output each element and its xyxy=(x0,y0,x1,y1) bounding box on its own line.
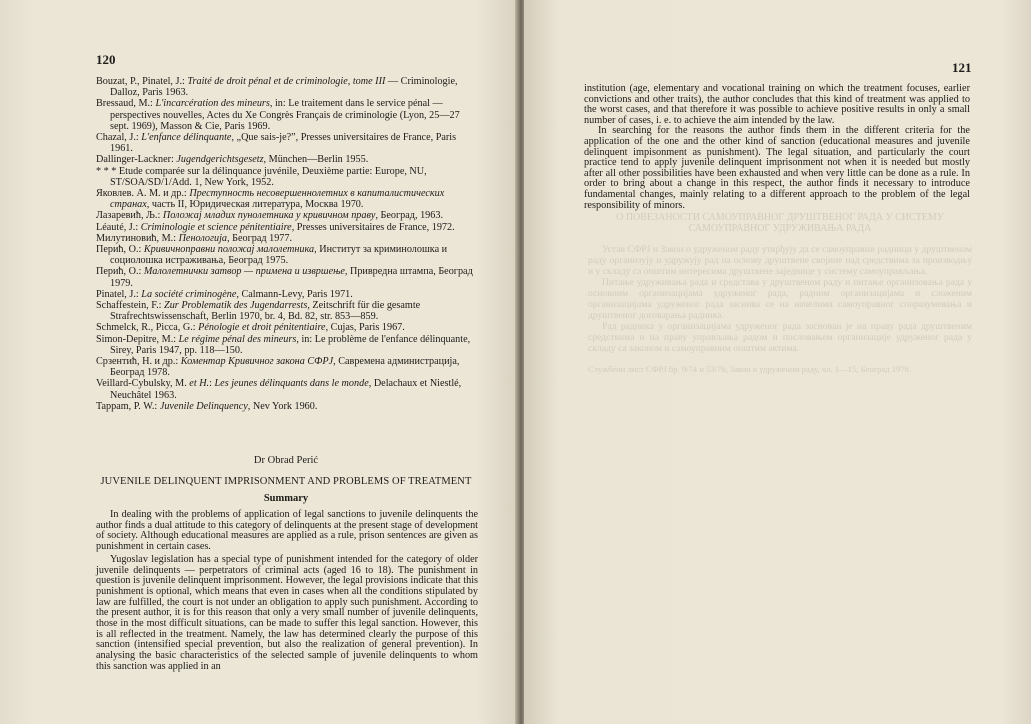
bibliography-entry: Срзентић, Н. и др.: Коментар Кривичног закона СФРЈ, Савремена администрација, Београд 1978. xyxy=(96,356,460,379)
bibliography-entry: Léauté, J.: Criminologie et science pénitentiaire, Presses universitaires de France, 1972. xyxy=(96,221,455,233)
right-page-number: 121 xyxy=(952,60,972,75)
author-name: Dr Obrad Perić xyxy=(253,455,319,466)
bibliography-entry: Pinatel, J.: La société criminogène, Calmann-Levy, Paris 1971. xyxy=(96,288,353,300)
bibliography-entry: Милутиновић, М.: Пенологија, Београд 1977. xyxy=(96,232,293,244)
bibliography-entry: Перић, О.: Кривичноправни положај малолетника, Институт за криминолошка и социолошка истраживања, Београд 1975. xyxy=(96,244,448,267)
show-through-footnote: Службени лист СФРЈ бр. 9/74 и 53/76, Закон о удруженом раду, чл. 1—15, Београд 1976. xyxy=(588,364,912,374)
bibliography-entry: Яковлев. А. М. и др.: Преступность несовершеннолетних в капиталистических странах, часть II, Юридическая литература, Москва 1970. xyxy=(96,188,445,211)
bibliography-entry: Dallinger-Lackner: Jugendgerichtsgesetz, München—Berlin 1955. xyxy=(96,154,369,166)
bibliography-entry: Перић, О.: Малолетнички затвор — примена и извршење, Привредна штампа, Београд 1979. xyxy=(96,266,473,289)
bibliography-entry: Лазаревић, Љ.: Положај младих пунолетника у кривичном праву, Београд, 1963. xyxy=(96,210,443,222)
summary-paragraph: Yugoslav legislation has a special type of punishment intended for the category of older juvenile delinquents — perpetrators of criminal acts (aged 16 to 18). The punishment in question is juvenile delinquent imprisonment. However, the legal provisions indicate that this punishment is optional, which means that even in cases when all the conditions stipulated by law are fulfilled, the court is not under an obligation to apply such punishment. According to the present author, it is for this reason that only a very small number of juvenile delinquents, those in the most difficult situations, can be made to suffer this legal sanction. However, this is all reflected in the treatment. Namely, the law has determined clearly the purpose of this sanction (intensified special prevention, but also the realization of general prevention). In analysing the basic characteristics of the selected sample of juvenile delinquents to whom this sanction was applied in an xyxy=(96,553,478,672)
bibliography-entry: Chazal, J.: L'enfance délinquante, „Que sais-je?”, Presses universitaires de France, Paris 1961. xyxy=(96,132,457,155)
show-through-paragraph: Рад радника у организацијама удруженог рада заснован је на праву рада друштвеним средствима и на праву управљања радом и пословањем организације удруженог рада у складу са законом и самоуправним општим актима. xyxy=(588,321,972,354)
bibliography-entry: Simon-Depitre, M.: Le régime pénal des mineurs, in: Le problème de l'enfance délinquante, Sirey, Paris 1947, pp. 118—150. xyxy=(96,333,471,356)
body-paragraph: institution (age, elementary and vocational training on which the treatment focuses, earlier convictions and other traits), the author concludes that this kind of treatment was applied to the worst cases, and that therefore it was possible to achieve positive results in only a small number of cases, i. e. to achieve the aim intended by the law. xyxy=(584,83,970,126)
bibliography-list xyxy=(96,76,476,412)
summary-paragraph: In dealing with the problems of application of legal sanctions to juvenile delinquents the author finds a dual attitude to this category of delinquents at the present stage of development of society. Although educational measures are applied as a rule, prison sentences are given as punishment in certain cases. xyxy=(96,509,478,553)
show-through-text xyxy=(588,212,972,374)
show-through-heading: О ПОВЕЗАНОСТИ САМОУПРАВНОГ ДРУШТВЕНОГ РАДА У СИСТЕМУ САМОУПРАВНОГ УДРУЖИВАЊА РАДА xyxy=(616,212,944,234)
right-page xyxy=(524,0,1031,724)
bibliography-entry: Bouzat, P., Pinatel, J.: Traité de droit pénal et de criminologie, tome III — Criminologie, Dalloz, Paris 1963. xyxy=(96,76,458,99)
left-page-number: 120 xyxy=(96,52,116,67)
summary-heading: Summary xyxy=(263,493,309,504)
bibliography-entry: Tappam, P. W.: Juvenile Delinquency, Nev York 1960. xyxy=(96,400,318,412)
summary-body xyxy=(96,510,478,675)
bibliography-entry: Schmelck, R., Picca, G.: Pénologie et droit pénitentiaire, Cujas, Paris 1967. xyxy=(96,322,405,334)
article-title: JUVENILE DELINQUENT IMPRISONMENT AND PROBLEMS OF TREATMENT xyxy=(100,476,472,487)
continued-summary xyxy=(584,84,970,211)
bibliography-entry: Schaffestein, F.: Zur Problematik des Jugendarrests, Zeitschrift für die gesamte Strafrechtswissenschaft, Berlin 1970, br. 4, Bd. 82, str. 853—859. xyxy=(96,300,421,323)
show-through-paragraph: Питање удруживања рада и средстава у друштвеном раду и питање организовања рада у основним организацијама удруженог рада, радним организацијама и сложеним организацијама удруженог рада заснива се на начелима самоуправног споразумевања и друштвеног договарања радника. xyxy=(588,277,972,321)
show-through-paragraph: Устав СФРЈ и Закон о удруженом раду утврђују да се самоуправни радници у друштвеном раду организују и удружују рад на основу друштвене својине над средствима за производњу и у складу са општим интересима друштвене заједнице у систему самоуправљања. xyxy=(588,244,972,277)
body-paragraph: In searching for the reasons the author finds them in the different criteria for the application of the one and the other kind of sanction (educational measures and juvenile delinquent impisonment as punishment). The legal situation, and particularly the court practice tend to apply juvenile delinquent imprisonment not when it is needed but mostly after all other possibilities have been exhausted and when very little can be done as a rule. In order to bring about a change in this respect, the author finds it necessary to introduce fundamental changes, mainly relating to a different approach to the problem of the legal responsibility of minors. xyxy=(584,125,970,211)
bibliography-entry: * * * Etude comparée sur la délinquance juvénile, Deuxième partie: Europe, NU, ST/SOA/SD/1/Add. 1, New York, 1952. xyxy=(96,165,427,188)
bibliography-entry: Veillard-Cybulsky, M. et H.: Les jeunes délinquants dans le monde, Delachaux et Niestlé, Neuchâtel 1963. xyxy=(96,378,462,401)
bibliography-entry: Bressaud, M.: L'incarcération des mineurs, in: Le traitement dans le service pénal — perspectives nouvelles, Actes du Xe Congrès Français de criminologie (Lyon, 25—27 sept. 1969), Masson & Cie, Paris 1969. xyxy=(96,98,460,132)
